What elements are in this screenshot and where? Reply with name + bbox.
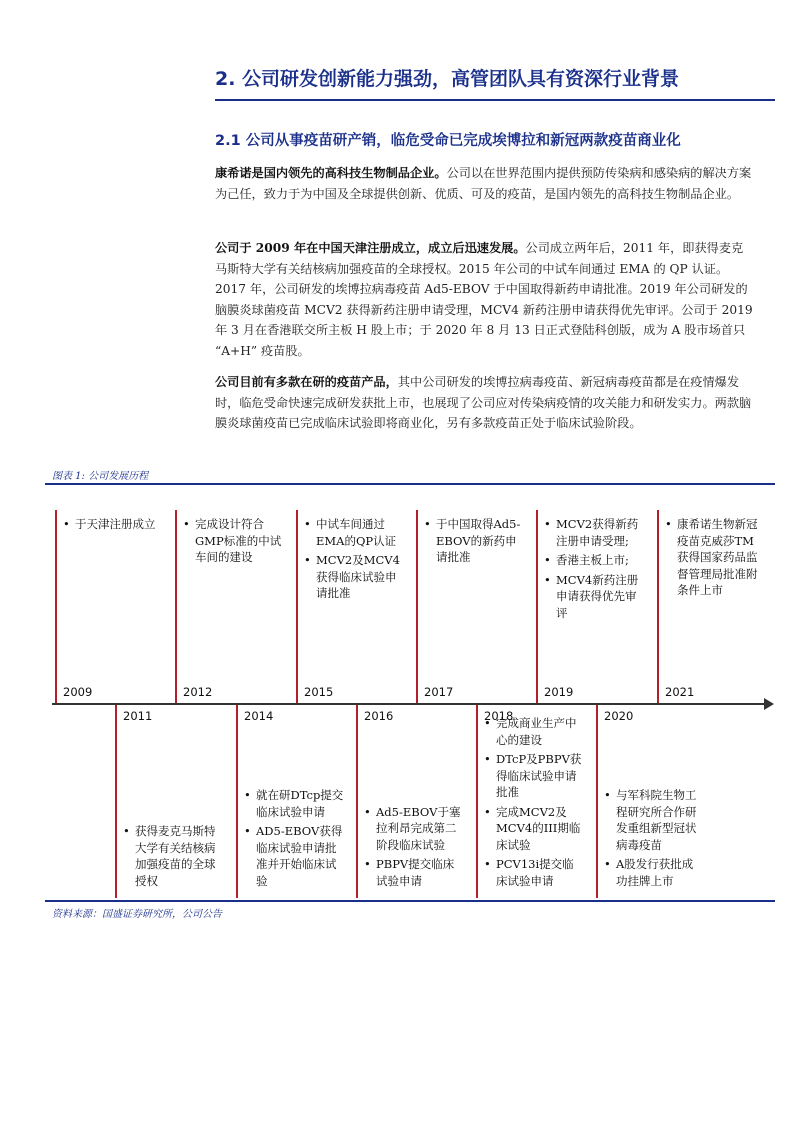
timeline-card-top bbox=[175, 510, 287, 703]
figure-bottom-rule bbox=[45, 900, 775, 902]
timeline-year: 2018 bbox=[484, 709, 514, 723]
paragraph-2-body: 公司成立两年后，2011 年，即获得麦克马斯特大学有关结核病加强疫苗的全球授权。2015 年公司的中试车间通过 EMA 的 QP 认证。2017 年，公司研发的埃博拉病毒疫苗 Ad5-EBOV 于中国取得新药申请批准。2019 年公司研发的脑膜炎球菌疫苗 MCV2 获得新药注册申请受理，MCV4 新药注册申请获得优先审评。公司于 2019 年 3 月在香港联交所主板 H 股上市；于 2020 年 8 月 13 日正式登陆科创版，成为 A 股市场首只 “A+H” 疫苗股。 bbox=[215, 241, 753, 358]
timeline-year: 2019 bbox=[544, 685, 574, 699]
timeline-card-top bbox=[296, 510, 408, 703]
timeline-event: • 与军科院生物工程研究所合作研发重组新型冠状病毒疫苗 bbox=[604, 787, 704, 853]
timeline-card-items bbox=[659, 516, 769, 602]
paragraph-2-lead: 公司于 2009 年在中国天津注册成立，成立后迅速发展。 bbox=[215, 241, 526, 255]
timeline-card-items bbox=[238, 787, 348, 892]
timeline-card-items bbox=[57, 516, 167, 536]
subsection-title: 2.1 公司从事疫苗研产销，临危受命已完成埃博拉和新冠两款疫苗商业化 bbox=[215, 133, 681, 149]
timeline-card-top bbox=[536, 510, 648, 703]
timeline-card-items bbox=[538, 516, 648, 624]
timeline-card-items bbox=[117, 823, 227, 892]
timeline-year: 2009 bbox=[63, 685, 93, 699]
timeline-card-bottom bbox=[236, 705, 348, 898]
timeline-event: • DTcP及PBPV获得临床试验申请批准 bbox=[484, 751, 584, 801]
section-title-rule bbox=[215, 99, 775, 101]
timeline-event: • 就在研DTcp提交临床试验申请 bbox=[244, 787, 344, 820]
timeline-card-bottom bbox=[476, 705, 588, 898]
timeline-event: • Ad5-EBOV于塞拉利昂完成第二阶段临床试验 bbox=[364, 804, 464, 854]
timeline-card-items bbox=[598, 787, 708, 892]
paragraph-3-body: 其中公司研发的埃博拉病毒疫苗、新冠病毒疫苗都是在疫情爆发时，临危受命快速完成研发获批上市，也展现了公司应对传染病疫情的攻关能力和研发实力。两款脑膜炎球菌疫苗已完成临床试验即将商业化，另有多款疫苗正处于临床试验阶段。 bbox=[215, 375, 752, 430]
timeline-event: • 完成设计符合GMP标准的中试车间的建设 bbox=[183, 516, 283, 566]
timeline-year: 2017 bbox=[424, 685, 454, 699]
timeline-card-items bbox=[418, 516, 528, 569]
timeline-card-bottom bbox=[596, 705, 708, 898]
timeline-year: 2011 bbox=[123, 709, 153, 723]
figure-caption: 图表 1: 公司发展历程 bbox=[52, 471, 149, 482]
timeline-card-bottom bbox=[115, 705, 227, 898]
timeline-event: • 中试车间通过EMA的QP认证 bbox=[304, 516, 404, 549]
timeline-event: • AD5-EBOV获得临床试验申请批准并开始临床试验 bbox=[244, 823, 344, 889]
timeline-card-items bbox=[298, 516, 408, 605]
timeline-event: • 康希诺生物新冠疫苗克威莎TM获得国家药品监督管理局批准附条件上市 bbox=[665, 516, 765, 599]
source-note: 资料来源：国盛证券研究所，公司公告 bbox=[52, 909, 222, 920]
timeline-year: 2020 bbox=[604, 709, 634, 723]
timeline-year: 2021 bbox=[665, 685, 695, 699]
timeline-event: • 获得麦克马斯特大学有关结核病加强疫苗的全球授权 bbox=[123, 823, 223, 889]
timeline-card-items bbox=[478, 715, 588, 892]
timeline-event: • 香港主板上市; bbox=[544, 552, 644, 569]
paragraph-1 bbox=[215, 163, 755, 204]
timeline-card-top bbox=[657, 510, 769, 703]
timeline-year: 2016 bbox=[364, 709, 394, 723]
timeline-event: • 于中国取得Ad5-EBOV的新药申请批准 bbox=[424, 516, 524, 566]
timeline-event: • PBPV提交临床试验申请 bbox=[364, 856, 464, 889]
timeline-year: 2014 bbox=[244, 709, 274, 723]
figure-top-rule bbox=[45, 483, 775, 485]
timeline-event: • PCV13i提交临床试验申请 bbox=[484, 856, 584, 889]
timeline-card-items bbox=[358, 804, 468, 893]
timeline-event: • 完成MCV2及MCV4的III期临床试验 bbox=[484, 804, 584, 854]
section-title: 2. 公司研发创新能力强劲，高管团队具有资深行业背景 bbox=[215, 68, 680, 90]
timeline-year: 2015 bbox=[304, 685, 334, 699]
timeline-card-top bbox=[416, 510, 528, 703]
timeline-event: • MCV4新药注册申请获得优先审评 bbox=[544, 572, 644, 622]
paragraph-1-body: 公司以在世界范围内提供预防传染病和感染病的解决方案为己任，致力于为中国及全球提供创新、优质、可及的疫苗，是国内领先的高科技生物制品企业。 bbox=[215, 166, 752, 201]
timeline-event: • MCV2获得新药注册申请受理; bbox=[544, 516, 644, 549]
timeline-card-items bbox=[177, 516, 287, 569]
paragraph-3-lead: 公司目前有多款在研的疫苗产品， bbox=[215, 375, 398, 389]
timeline-event: • 于天津注册成立 bbox=[63, 516, 163, 533]
paragraph-3 bbox=[215, 372, 755, 434]
paragraph-2 bbox=[215, 238, 755, 361]
paragraph-1-lead: 康希诺是国内领先的高科技生物制品企业。 bbox=[215, 166, 447, 180]
timeline-event: • A股发行获批成功挂牌上市 bbox=[604, 856, 704, 889]
timeline-card-bottom bbox=[356, 705, 468, 898]
timeline-event: • MCV2及MCV4获得临床试验申请批准 bbox=[304, 552, 404, 602]
timeline-year: 2012 bbox=[183, 685, 213, 699]
timeline-event: • 完成商业生产中心的建设 bbox=[484, 715, 584, 748]
timeline-card-top bbox=[55, 510, 167, 703]
